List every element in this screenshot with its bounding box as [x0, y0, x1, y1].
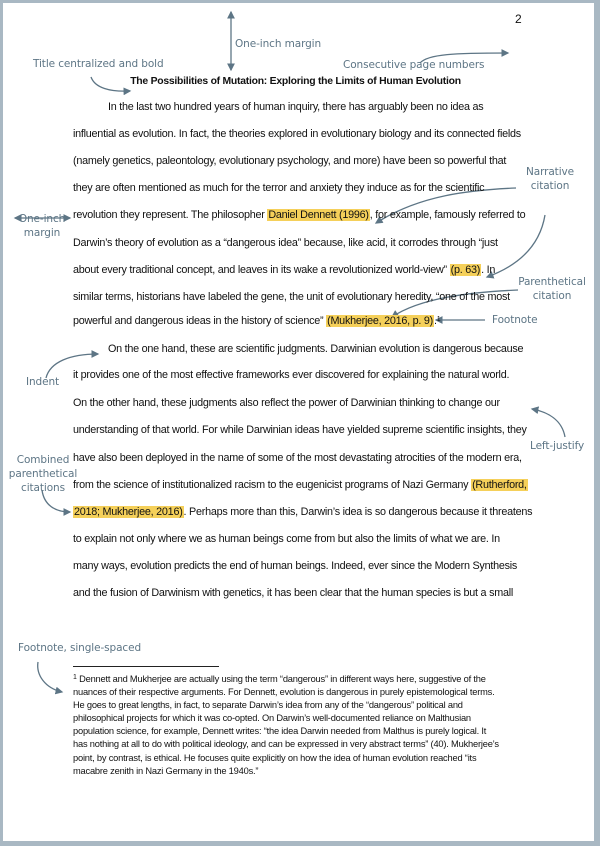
body-text: . [433, 315, 437, 327]
footnote-line [73, 671, 533, 686]
combined-citation-highlight: (Rutherford, [472, 479, 527, 491]
annotation-indent: Indent [26, 376, 60, 388]
annotation-combined-citations [8, 453, 78, 495]
body-line [73, 533, 500, 545]
body-text: from the science of institutionalized racism to the eugenicist programs of Nazi Germany [73, 479, 472, 491]
body-line [108, 343, 523, 355]
footnote-line: nuances of their respective arguments. For Dennett, evolution is dangerous in purely epistemological terms. [73, 687, 495, 698]
body-text: In the last two hundred years of human inquiry, there has arguably been no idea as [108, 101, 484, 113]
body-text: , for example, famously referred to [369, 209, 526, 221]
body-text: about every traditional concept, and leaves in its wake a revolutionized world-view” [73, 264, 450, 276]
body-line [73, 452, 522, 464]
footnote-line: population science, for example, Dennett writes: “the idea Darwin needed from Malthus is purely logical. It [73, 726, 487, 737]
annotation-footnote: Footnote [492, 314, 538, 326]
combined-citation-highlight: 2018; Mukherjee, 2016) [74, 506, 183, 518]
annotation-line: citation [530, 180, 570, 192]
footnote-marker: 1 [73, 674, 77, 681]
body-text: to explain not only where we as human beings come from but also the limits of what we are. In [73, 533, 500, 545]
body-text: Darwin’s theory of evolution as a “dangerous idea” because, like acid, it corrodes through “just [73, 237, 498, 249]
footnote-line: has nothing at all to do with political ideology, and can be expressed in very abstract terms” (40). Mukherjee’s [73, 739, 499, 750]
page-citation-highlight: (p. 63) [450, 264, 481, 276]
body-text: On the one hand, these are scientific judgments. Darwinian evolution is dangerous because [108, 343, 524, 355]
body-line [73, 506, 532, 518]
body-text: influential as evolution. In fact, the theories explored in evolutionary biology and its connected fields [73, 128, 521, 140]
body-line [73, 424, 527, 436]
body-line [108, 101, 483, 113]
footnote-line: He goes to great lengths, in fact, to separate Darwin’s idea from any of the “dangerous” political and [73, 700, 463, 711]
annotation-line: One-inch [18, 213, 66, 225]
footnote-text: Dennett and Mukherjee are actually using the term “dangerous” in different ways here, suggestive of the [76, 674, 486, 684]
body-line [73, 587, 513, 599]
body-text: it provides one of the most effective frameworks ever discovered for explaining the natural world. [73, 369, 510, 381]
body-line [73, 209, 525, 221]
narrative-citation-highlight: Daniel Dennett (1996) [268, 209, 369, 221]
annotation-title-centralized: Title centralized and bold [33, 58, 164, 70]
body-text: similar terms, historians have labeled the gene, the unit of evolutionary heredity, “one of the most [73, 291, 510, 303]
footnote-line: philosophical projects for which it was co-opted. On Darwin’s well-documented reliance on Malthusian [73, 713, 471, 724]
body-line [73, 397, 500, 409]
body-text: many ways, evolution predicts the end of human beings. Indeed, ever since the Modern Synthesis [73, 560, 518, 572]
annotation-left-justify: Left-justify [530, 440, 585, 452]
page-number: 2 [515, 12, 522, 26]
annotation-line: Combined [16, 454, 70, 466]
body-line [73, 264, 495, 276]
body-text: On the other hand, these judgments also reflect the power of Darwinian thinking to change our [73, 397, 500, 409]
annotation-line: Parenthetical [518, 276, 586, 288]
annotation-one-inch-margin-top: One-inch margin [235, 38, 322, 50]
body-line [73, 369, 509, 381]
body-line [73, 155, 506, 167]
footnote-line: point, by contrast, is ethical. He focuses quite explicitly on how the idea of human evolution reached “its [73, 752, 477, 763]
annotation-narrative-citation [520, 165, 580, 193]
body-text: (namely genetics, paleontology, evolutionary psychology, and more) have been so powerful that [73, 155, 507, 167]
body-line [73, 291, 510, 303]
body-line [73, 315, 440, 327]
annotation-line: margin [23, 227, 61, 239]
footnote-line: macabre zenith in Nazi Germany in the 1940s.” [73, 765, 259, 776]
annotation-footnote-single-spaced: Footnote, single-spaced [18, 642, 142, 654]
body-text: understanding of that world. For while Darwinian ideas have yielded supreme scientific insights, they [73, 424, 527, 436]
footnote [73, 671, 533, 778]
annotation-line: citation [532, 290, 572, 302]
body-text: powerful and dangerous ideas in the history of science” [73, 315, 327, 327]
body-line [73, 182, 484, 194]
page-title: The Possibilities of Mutation: Exploring the Limits of Human Evolution [130, 76, 461, 87]
body-line [73, 479, 528, 491]
body-text: they are often mentioned as much for the terror and anxiety they induce as for the scientific [73, 182, 485, 194]
body-text: revolution they represent. The philosopher [73, 209, 268, 221]
annotation-line: Narrative [526, 166, 574, 178]
body-text: . In [481, 264, 496, 276]
body-text: have also been deployed in the name of some of the most devastating atrocities of the modern era, [73, 452, 522, 464]
annotation-line: citations [21, 482, 65, 494]
body-line [73, 128, 521, 140]
body-text: . Perhaps more than this, Darwin’s idea is so dangerous because it threatens [183, 506, 533, 518]
annotation-line: parenthetical [8, 468, 78, 480]
annotation-one-inch-margin-left [16, 212, 68, 240]
footnote-separator [73, 666, 219, 667]
footnote-reference[interactable]: 1 [436, 316, 441, 323]
annotation-parenthetical-citation [514, 275, 590, 303]
annotation-consecutive-page-numbers: Consecutive page numbers [343, 59, 485, 71]
parenthetical-citation-highlight: (Mukherjee, 2016, p. 9) [327, 315, 433, 327]
body-line [73, 560, 517, 572]
body-text: and the fusion of Darwinism with genetics, it has been clear that the human species is but a small [73, 587, 514, 599]
body-line [73, 237, 498, 249]
